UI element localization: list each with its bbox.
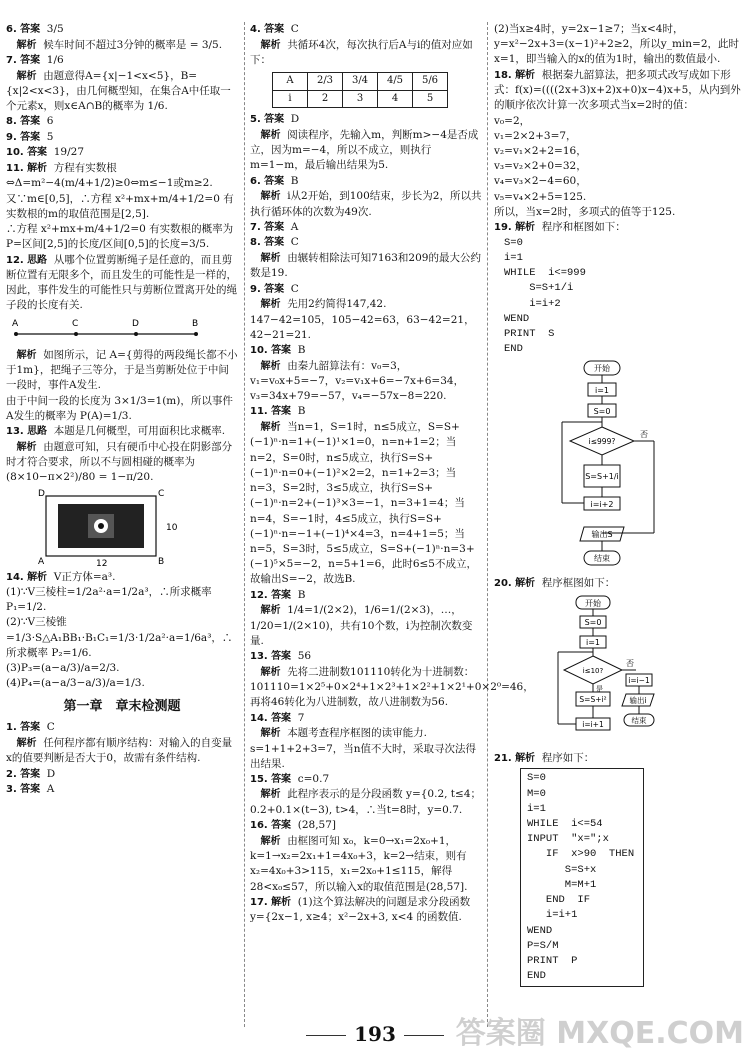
answer-tag: 答案 — [264, 114, 285, 126]
question-number: 7. — [6, 55, 17, 66]
question-number: 2. — [6, 768, 17, 780]
answer-item — [250, 128, 482, 174]
answer-tag: 解析 — [260, 421, 281, 433]
svg-text:结束: 结束 — [631, 715, 647, 725]
svg-text:A: A — [12, 318, 19, 329]
answer-item — [6, 38, 238, 54]
svg-text:i≤999?: i≤999? — [588, 437, 616, 447]
answer-item — [494, 751, 744, 767]
answer-text: 由题意得A={x|−1<x<5}，B={x|2<x<3}，由几何概型知，在集合A中任取一个元素x，则x∈A∩B的概率为 1/6. — [6, 69, 231, 113]
answer-item — [250, 404, 482, 420]
answer-tag: 解析 — [260, 39, 281, 51]
answer-text: B — [297, 344, 306, 357]
answer-item — [494, 190, 744, 205]
answer-item — [250, 251, 482, 282]
code-line: i=i+2 — [504, 297, 561, 310]
question-number: 3. — [6, 784, 17, 796]
svg-text:S=0: S=0 — [584, 617, 602, 627]
table-row — [273, 90, 448, 108]
code-line: i=1 — [527, 802, 546, 815]
code-line: INPUT "x=";x — [527, 833, 609, 846]
table-cell: A — [273, 73, 308, 91]
answer-item — [250, 895, 482, 926]
answer-item — [250, 649, 482, 665]
svg-text:A: A — [38, 556, 45, 567]
answer-item — [250, 297, 482, 313]
answer-tag: 解析 — [515, 222, 536, 234]
answer-text: A — [290, 220, 299, 233]
answer-text: 1/6 — [46, 54, 64, 66]
answer-item — [250, 742, 482, 772]
question-number: 16. — [250, 820, 268, 832]
answer-text: s=1+1+2+3=7，当n值不大时，采取寻次法得出结果. — [250, 742, 477, 770]
answer-tag: 解析 — [16, 737, 37, 749]
question-number: 9. — [250, 283, 261, 295]
answer-text: 19/27 — [53, 146, 85, 159]
answer-text: v₅=v₄×2+5=125. — [494, 190, 587, 203]
rope-diagram — [6, 316, 206, 346]
table-cell: 3 — [343, 90, 378, 108]
column-1 — [6, 22, 238, 798]
answer-item — [250, 818, 482, 834]
answer-item — [6, 114, 238, 130]
answer-text: D — [290, 113, 300, 126]
answer-tag: 解析 — [515, 752, 536, 764]
answer-text: 程序如下： — [541, 751, 595, 764]
code-line: END IF — [527, 894, 591, 907]
answer-text: 当n=1，S=1时，n≤5成立，S=S+(−1)ⁿ·n=1+(−1)¹×1=0，n=n+1=2；当n=2，S=0时，n≤5成立，执行S=S+(−1)ⁿ·n=0+(−1)²×2=2，n=1+2=3；当n=3，S=2时，3≤5成立，执行S=S+(−1)ⁿ·n=2+(−1)³×3=−1，n=3+1=4；当n=4，S=−1时，4≤5成立，执行S=S+(−1)ⁿ·n=−1+(−1)⁴×4=3，n=4+1=5；当n=5，S=3时，5≤5成立，S=S+(−1)ⁿ·n=3+(−1)⁵×5=−2，n=5+1=6，此时6≤5不成立，故输出S=−2，故选B. — [250, 420, 477, 586]
answer-item — [6, 348, 238, 394]
answer-text: 由于中间一段的长度为 3×1/3=1(m)，所以事件A发生的概率为 P(A)=1/3. — [6, 394, 233, 422]
answer-text: v₄=v₃×2−4=60， — [494, 175, 587, 188]
code-line: WEND — [504, 312, 530, 325]
answer-item — [6, 570, 238, 586]
answer-item — [6, 676, 238, 691]
answer-text: 又∵m∈[0,5]，∴方程 x²+mx+m/4+1/2=0 有实数根的m的取值范围是[2,5]. — [6, 192, 234, 220]
answer-item — [6, 222, 238, 252]
svg-text:i=1: i=1 — [585, 637, 601, 647]
answer-text: (2)当x≥4时，y=2x−1≥7；当x<4时，y=x²−2x+3=(x−1)²+2≥2，所以y_min=2，此时x=1，即当输入的x的值为1时，输出的数值最小. — [494, 23, 740, 66]
answer-list-col2-top — [250, 22, 482, 68]
answer-20 — [494, 576, 744, 592]
question-number: 10. — [6, 147, 24, 159]
svg-text:输出S: 输出S — [591, 530, 613, 540]
code-line: END — [527, 970, 546, 983]
answer-tag: 答案 — [20, 116, 41, 128]
answer-tag: 答案 — [264, 237, 285, 249]
answer-item — [494, 174, 744, 189]
answer-tag: 解析 — [16, 349, 37, 361]
answer-tag: 答案 — [271, 712, 292, 724]
loop-table — [272, 72, 448, 108]
answer-text: i从2开始，到100结束，步长为2，所以共执行循环体的次数为49次. — [250, 190, 482, 218]
answer-tag: 解析 — [515, 578, 536, 590]
question-number: 8. — [250, 237, 261, 249]
answer-item — [494, 22, 744, 68]
svg-text:是: 是 — [596, 684, 603, 693]
answer-tag: 思路 — [27, 426, 48, 438]
answer-tag: 解析 — [260, 666, 281, 678]
answer-tag: 解析 — [16, 441, 37, 453]
answer-text: 所以，当x=2时，多项式的值等于125. — [494, 205, 676, 218]
question-number: 11. — [250, 406, 268, 418]
answer-text: C — [290, 23, 299, 35]
answer-list-col1-mid — [6, 348, 238, 486]
question-number: 13. — [6, 426, 24, 438]
answer-tag: 答案 — [20, 24, 41, 35]
code-line: WHILE i<=54 — [527, 818, 603, 831]
question-number: 14. — [6, 571, 24, 583]
answer-text: v₀=2， — [494, 114, 531, 127]
answer-item — [6, 661, 238, 676]
svg-text:S=S+1/i: S=S+1/i — [585, 472, 619, 482]
answer-text: 本题考查程序框图的读审能力. — [287, 727, 428, 740]
answer-text: 程序和框图如下： — [541, 221, 626, 234]
answer-item — [6, 161, 238, 192]
answer-item — [6, 145, 238, 161]
question-number: 21. — [494, 752, 512, 764]
table-cell: 4 — [378, 90, 413, 108]
question-number: 19. — [494, 222, 512, 234]
answer-tag: 答案 — [271, 345, 292, 357]
answer-tag: 答案 — [264, 221, 285, 233]
answer-tag: 答案 — [271, 406, 292, 418]
column-divider — [244, 22, 245, 1027]
answer-item — [250, 235, 482, 251]
answer-text: 1/4=1/(2×2)，1/6=1/(2×3)，…，1/20=1/(2×10)，共有10个数，i为控制次数变量. — [250, 604, 473, 647]
answer-text: 如图所示，记 A={剪得的两段绳长都不小于1m}，把绳子三等分，于是当剪断处位于中间一段时，事件A发生. — [6, 348, 238, 392]
answer-text: (28,57] — [297, 819, 337, 832]
answer-text: 56 — [297, 650, 312, 663]
answer-tag: 思路 — [27, 254, 48, 266]
program-19 — [504, 236, 744, 358]
svg-text:D: D — [132, 318, 139, 329]
answer-item — [6, 192, 238, 222]
answer-text: v₁=2×2+3=7， — [494, 129, 577, 142]
svg-text:开始: 开始 — [594, 364, 610, 374]
question-number: 15. — [250, 773, 268, 785]
answer-text: 阅读程序，先输入m，判断m>−4是否成立，因为m=−4，所以不成立，则执行m=1−m，最后输出结果为5. — [250, 128, 479, 172]
code-line: S=0 — [504, 236, 523, 249]
answer-tag: 解析 — [260, 789, 281, 801]
answer-item — [6, 736, 238, 767]
answer-text: B — [290, 174, 299, 187]
answer-tag: 答案 — [27, 147, 48, 159]
answer-item — [250, 282, 482, 298]
answer-text: 本题是几何概型，可用面积比求概率. — [53, 425, 226, 438]
answer-item — [6, 585, 238, 615]
answer-list-col1 — [6, 22, 238, 314]
answer-item — [250, 588, 482, 604]
answer-text: C — [290, 282, 299, 295]
answer-item — [250, 834, 482, 895]
svg-text:S=S+i²: S=S+i² — [579, 694, 607, 704]
answer-text: 任何程序都有顺序结构：对输入的自变量x的值要判断是否大于0，故需有条件结构. — [6, 736, 233, 765]
answer-item — [494, 576, 744, 592]
answer-item — [250, 189, 482, 220]
question-number: 5. — [250, 114, 261, 126]
answer-list-col1-tail — [6, 720, 238, 797]
table-cell: 5/6 — [413, 73, 448, 91]
answer-text: 7 — [297, 711, 305, 724]
answer-21 — [494, 751, 744, 767]
answer-tag: 解析 — [260, 191, 281, 203]
code-line: PRINT S — [504, 327, 555, 340]
code-line: M=0 — [527, 787, 546, 800]
svg-text:结束: 结束 — [594, 554, 610, 564]
answer-item — [494, 129, 744, 144]
answer-text: 147−42=105，105−42=63，63−42=21，42−21=21. — [250, 313, 475, 341]
answer-tag: 解析 — [260, 835, 281, 847]
svg-text:开始: 开始 — [585, 598, 601, 608]
svg-text:否: 否 — [640, 430, 648, 440]
answer-tag: 解析 — [16, 39, 37, 51]
answer-text: 由框图可知 x₀，k=0→x₁=2x₀+1，k=1→x₂=2x₁+1=4x₀+3，k=2→结束，则有 x₂=4x₀+3>115，x₁=2x₀+1≤115，解得28<x₀≤57，所以输入x的取值范围是(28,57]. — [250, 834, 470, 893]
answer-tag: 解析 — [260, 252, 281, 264]
program-21 — [520, 768, 644, 987]
flowchart-19 — [554, 359, 750, 574]
answer-tag: 答案 — [271, 820, 292, 832]
answer-tag: 答案 — [271, 773, 292, 785]
answer-item — [250, 38, 482, 69]
answer-item — [6, 720, 238, 736]
answer-tag: 答案 — [20, 768, 41, 780]
answer-text: (2)∵V三棱锥=1/3·S△A₁BB₁·B₁C₁=1/3·1/2a²·a=1/6a³，∴所求概率 P₂=1/6. — [6, 616, 233, 659]
answer-item — [494, 159, 744, 174]
answer-text: D — [46, 767, 56, 780]
question-number: 4. — [250, 24, 261, 35]
column-3 — [494, 22, 744, 989]
answer-text: 从哪个位置剪断绳子是任意的，而且剪断位置有无限多个，而且发生的可能性是一样的，因此，事件发生的可能性只与剪断位置离开处的绳子段的长度有关. — [6, 253, 237, 312]
answer-text: 此程序表示的是分段函数 y={0.2, t≤4；0.2+0.1×(t−3), t>4，∴当t=8时，y=0.7. — [250, 788, 482, 816]
answer-item — [250, 174, 482, 190]
question-number: 8. — [6, 116, 17, 128]
answer-item — [250, 359, 482, 405]
answer-text: v₃=v₂×2+0=32， — [494, 160, 587, 173]
svg-text:10: 10 — [166, 522, 178, 533]
answer-item — [250, 420, 482, 588]
answer-text: (1)这个算法解决的问题是求分段函数 y={2x−1, x≥4；x²−2x+3, x<4 的函数值. — [250, 895, 474, 924]
answer-text: 先用2约简得147,42. — [287, 298, 387, 311]
answer-item — [6, 253, 238, 314]
answer-item — [6, 424, 238, 440]
answer-tag: 答案 — [20, 722, 41, 734]
answer-text: (3)P₃=(a−a/3)/a=2/3. — [6, 662, 120, 675]
table-cell: 3/4 — [343, 73, 378, 91]
answer-tag: 解析 — [27, 571, 48, 583]
question-number: 18. — [494, 69, 512, 81]
code-line: i=i+1 — [527, 909, 578, 922]
code-line: IF x>90 THEN — [527, 848, 635, 861]
answer-text: ∴方程 x²+mx+m/4+1/2=0 有实数根的概率为 P=区间[2,5]的长度/区间[0,5]的长度=3/5. — [6, 223, 237, 251]
answer-text: 候车时间不超过3分钟的概率是 = 3/5. — [43, 38, 223, 51]
answer-item — [6, 22, 238, 38]
code-line: S=0 — [527, 772, 546, 785]
answer-item — [6, 53, 238, 69]
section-title: 第一章 章末检测题 — [63, 698, 181, 714]
answer-text: c=0.7 — [297, 772, 330, 785]
code-line: S=S+1/i — [504, 282, 574, 295]
svg-text:i=i−1: i=i−1 — [628, 675, 650, 685]
column-divider — [487, 22, 488, 1027]
answer-text: 6 — [46, 115, 54, 128]
answer-tag: 解析 — [260, 299, 281, 311]
answer-item — [6, 130, 238, 146]
page-number: 193 — [0, 1020, 750, 1049]
answer-item — [6, 767, 238, 783]
answer-item — [250, 313, 482, 343]
answer-tag: 答案 — [271, 651, 292, 663]
code-line: P=S/M — [527, 939, 559, 952]
answer-text: V正方体=a³. — [53, 570, 116, 583]
answer-tag: 解析 — [16, 70, 37, 82]
code-line: WHILE i<=999 — [504, 267, 586, 280]
answer-text: B — [297, 588, 306, 601]
svg-text:输出i: 输出i — [629, 695, 647, 705]
answer-text: 由辗转相除法可知7163和209的最大公约数是19. — [250, 251, 481, 280]
question-number: 13. — [250, 651, 268, 663]
question-number: 9. — [6, 131, 17, 143]
code-line: PRINT P — [527, 955, 578, 967]
answer-item — [250, 220, 482, 236]
answer-text: 根据秦九韶算法，把多项式改写成如下形式：f(x)=((((2x+3)x+2)x+0)x−4)x+5，从内到外的顺序依次计算一次多项式当x=2时的值： — [494, 68, 741, 112]
watermark: 答案圈 MXQE.COM — [455, 1015, 744, 1051]
svg-text:S=0: S=0 — [593, 407, 611, 417]
svg-text:i=i+2: i=i+2 — [590, 500, 614, 510]
question-number: 12. — [250, 589, 268, 601]
answer-item — [6, 782, 238, 798]
code-line: S=S+x — [527, 863, 597, 876]
answer-item — [6, 615, 238, 661]
answer-tag: 答案 — [20, 784, 41, 796]
answer-text: 由题意可知，只有硬币中心投在阴影部分时才符合要求，所以不与圆相碰的概率为 (8×10−π×2²)/80 = 1−π/20. — [6, 440, 233, 484]
answer-item — [6, 394, 238, 424]
answer-tag: 答案 — [264, 283, 285, 295]
answer-tag: 解析 — [260, 360, 281, 372]
question-number: 10. — [250, 345, 268, 357]
answer-tag: 答案 — [20, 131, 41, 143]
question-number: 20. — [494, 578, 512, 590]
answer-item — [250, 726, 482, 742]
coin-board-diagram — [26, 488, 226, 568]
answer-tag: 答案 — [20, 55, 41, 66]
question-number: 17. — [250, 896, 268, 908]
answer-tag: 解析 — [271, 896, 292, 908]
question-number: 1. — [6, 722, 17, 734]
answer-text: B — [297, 405, 306, 418]
answer-list-col3-top — [494, 22, 744, 236]
answer-item — [250, 603, 482, 649]
table-cell: i — [273, 90, 308, 108]
question-number: 14. — [250, 712, 268, 724]
answer-tag: 解析 — [515, 69, 536, 81]
flowchart-20 — [554, 594, 750, 749]
answer-text: 方程有实数根⇔Δ=m²−4(m/4+1/2)≥0⇔m≤−1或m≥2. — [6, 161, 213, 190]
svg-text:否: 否 — [626, 658, 634, 668]
svg-text:12: 12 — [96, 558, 108, 568]
answer-item — [6, 440, 238, 486]
answer-tag: 解析 — [27, 162, 48, 174]
svg-text:i=1: i=1 — [594, 386, 610, 396]
answer-item — [494, 68, 744, 114]
svg-text:B: B — [158, 556, 165, 567]
answer-tag: 解析 — [260, 728, 281, 740]
question-number: 12. — [6, 254, 24, 266]
question-number: 6. — [250, 175, 261, 187]
code-line: END — [504, 343, 523, 356]
answer-text: A — [46, 783, 55, 796]
answer-text: 先将二进制数101110转化为十进制数：101110=1×2⁵+0×2⁴+1×2³+1×2²+1×2¹+0×2⁰=46，再将46转化为八进制数，故八进制数为56. — [250, 665, 534, 709]
question-number: 11. — [6, 162, 24, 174]
answer-item — [250, 665, 534, 711]
answer-item — [494, 144, 744, 159]
svg-text:D: D — [38, 488, 45, 499]
answer-item — [250, 343, 482, 359]
answer-item — [494, 114, 744, 129]
answer-item — [250, 711, 482, 727]
table-cell: 5 — [413, 90, 448, 108]
answer-item — [250, 22, 482, 38]
svg-text:i=i+1: i=i+1 — [582, 719, 604, 729]
answer-text: 3/5 — [46, 23, 64, 35]
table-row — [273, 73, 448, 91]
answer-item — [250, 772, 482, 788]
answer-text: 由秦九韶算法有：v₀=3，v₁=v₀x+5=−7，v₂=v₁x+6=−7x+6=34，v₃=34x+79=−57，v₄=−57x−8=220. — [250, 359, 465, 403]
answer-text: 程序框图如下： — [541, 577, 616, 590]
code-line: WEND — [527, 924, 553, 937]
table-cell: 2/3 — [308, 73, 343, 91]
svg-text:i≤10?: i≤10? — [582, 666, 604, 675]
question-number: 6. — [6, 24, 17, 35]
answer-text: 5 — [46, 130, 54, 143]
answer-tag: 答案 — [264, 175, 285, 187]
table-cell: 2 — [308, 90, 343, 108]
code-line: M=M+1 — [527, 878, 597, 891]
answer-text: C — [46, 721, 55, 734]
code-line: i=1 — [504, 251, 523, 264]
answer-list-col1-end — [6, 570, 238, 692]
answer-tag: 答案 — [264, 24, 285, 35]
question-number: 7. — [250, 221, 261, 233]
answer-tag: 答案 — [271, 589, 292, 601]
answer-text: (4)P₄=(a−a/3−a/3)/a=1/3. — [6, 677, 145, 690]
answer-text: 共循环4次，每次执行后A与i的值对应如下： — [250, 38, 473, 66]
answer-item — [250, 112, 482, 128]
svg-text:C: C — [158, 488, 165, 499]
table-cell: 4/5 — [378, 73, 413, 91]
answer-item — [250, 787, 482, 818]
svg-text:C: C — [72, 318, 79, 329]
answer-text: C — [290, 236, 299, 249]
answer-item — [494, 205, 744, 220]
answer-tag: 解析 — [260, 605, 281, 617]
answer-item — [6, 69, 238, 115]
answer-item — [494, 220, 744, 236]
answer-text: v₂=v₁×2+2=16， — [494, 145, 587, 158]
answer-text: (1)∵V三棱柱=1/2a²·a=1/2a³，∴所求概率 P₁=1/2. — [6, 586, 215, 614]
answer-tag: 解析 — [260, 129, 281, 141]
svg-text:B: B — [192, 318, 199, 329]
